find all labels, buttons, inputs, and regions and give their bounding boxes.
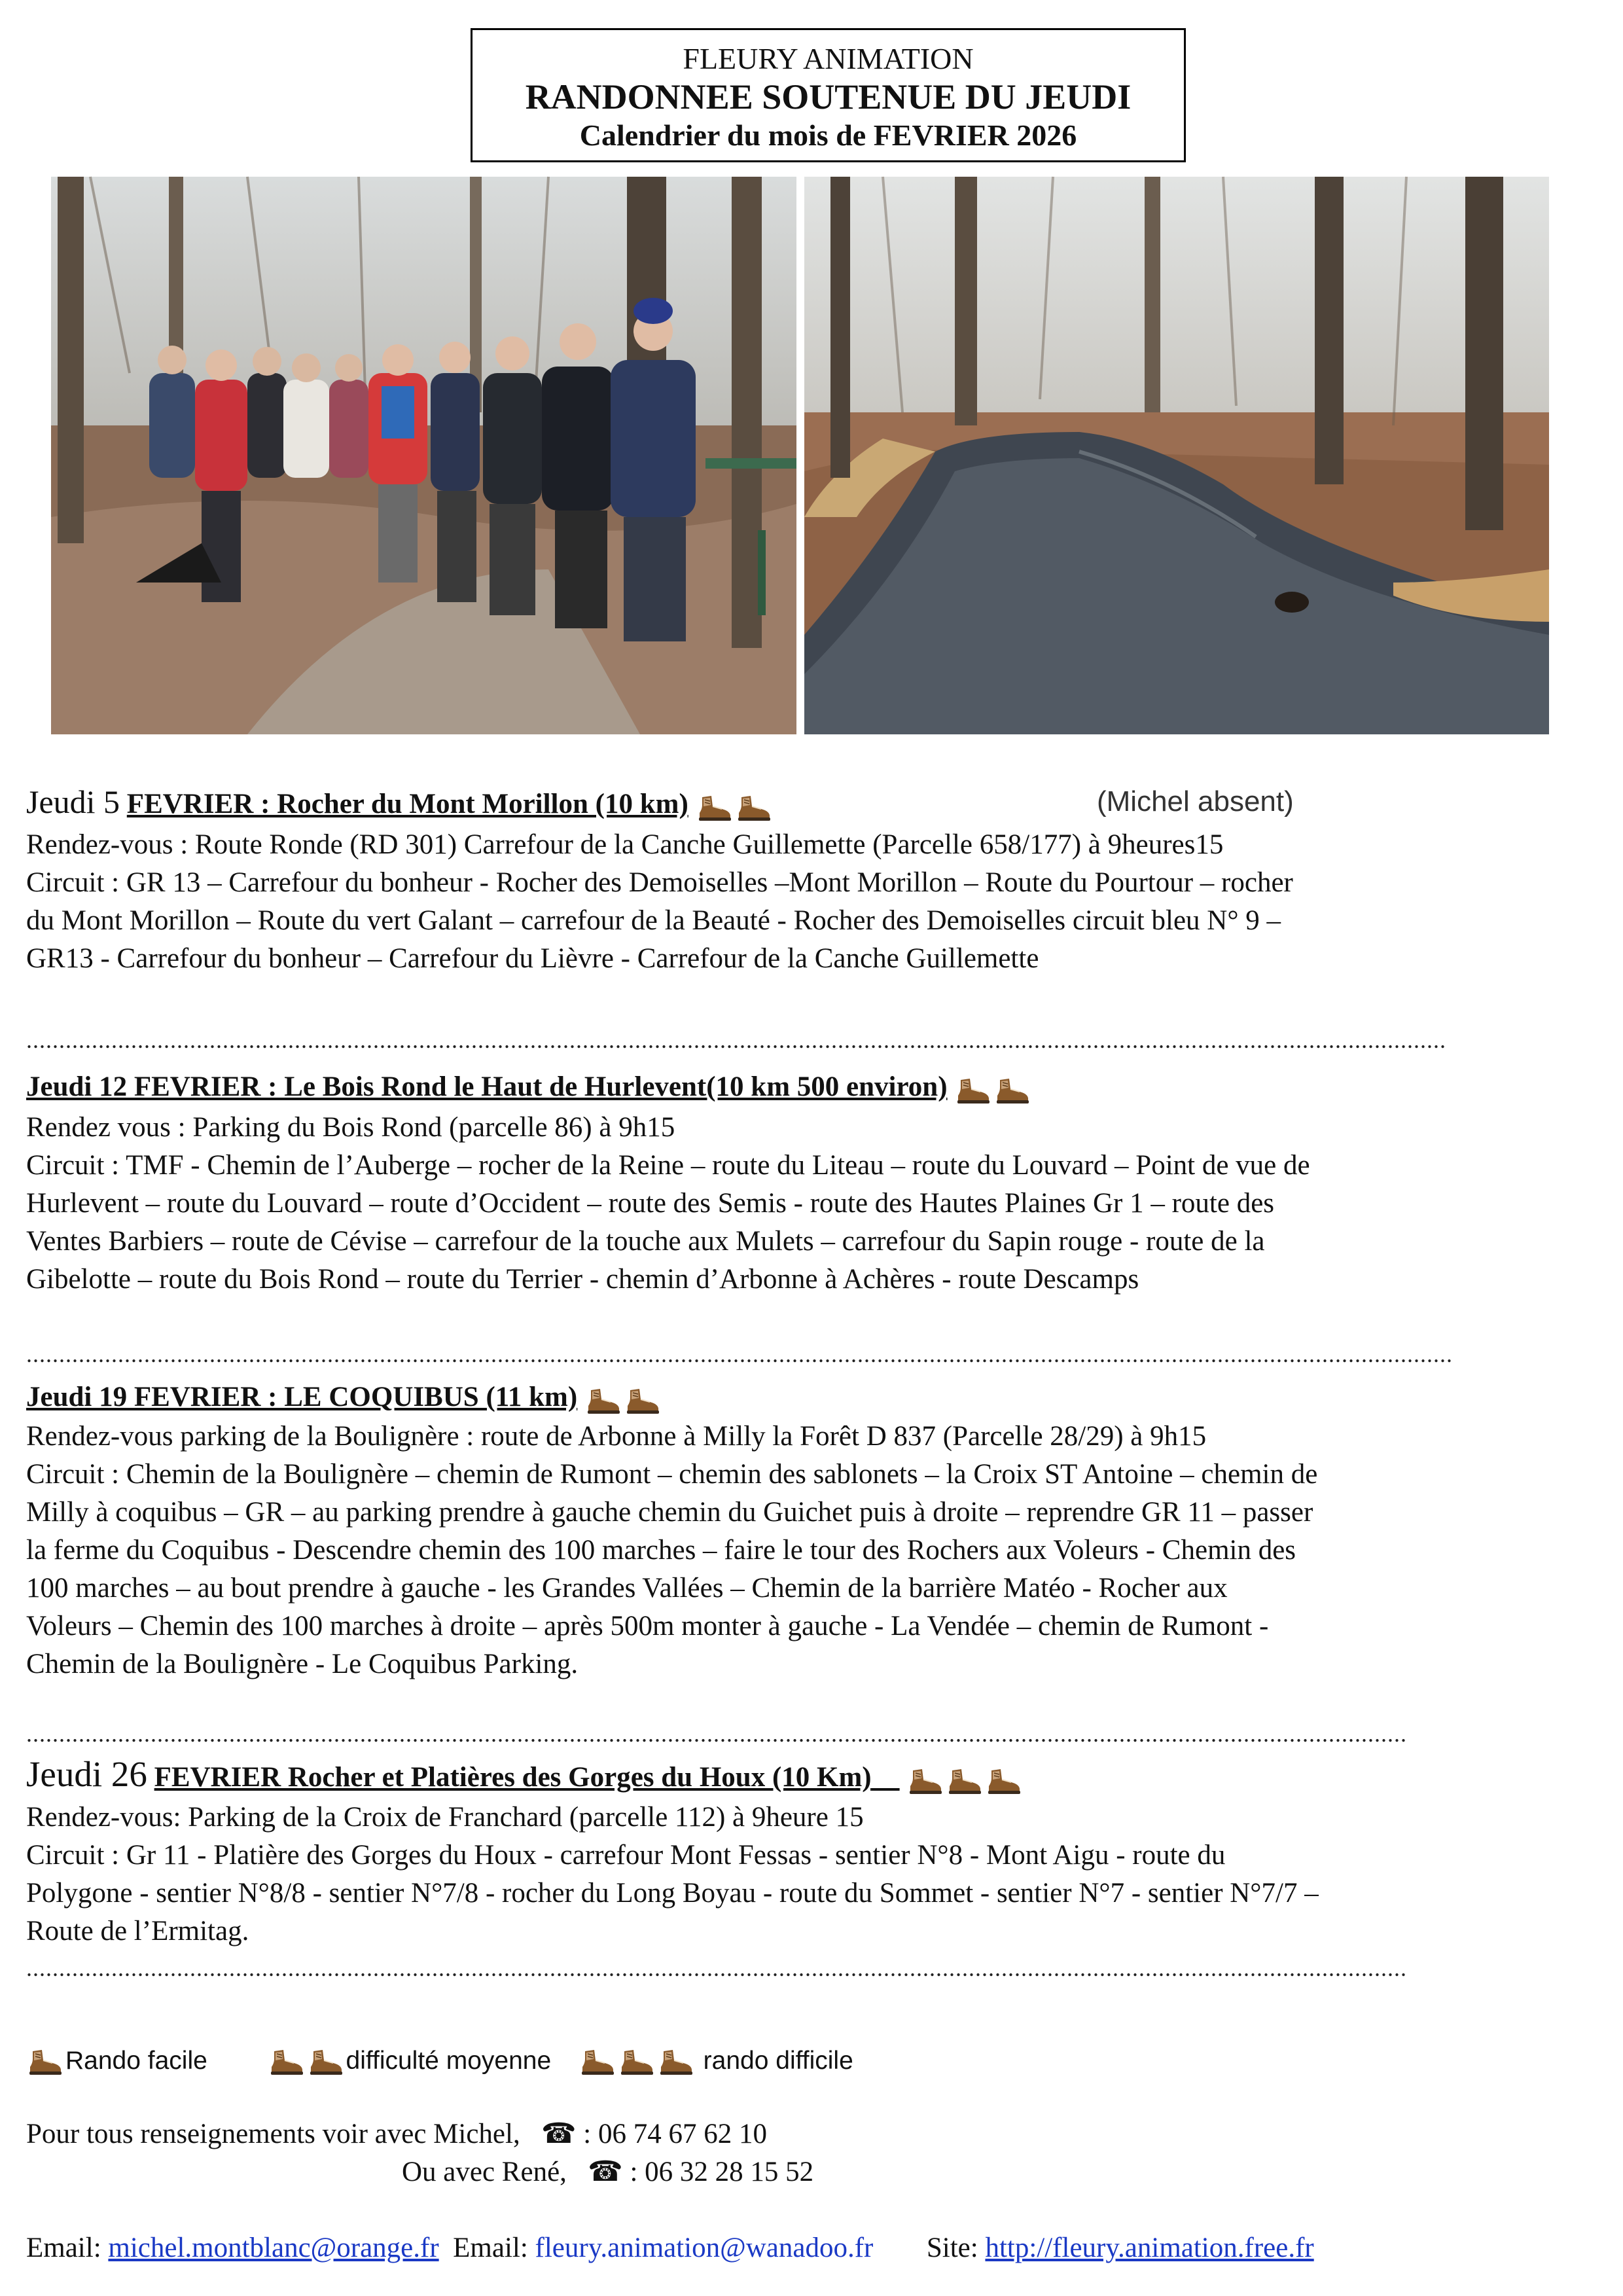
hike-1-circuit-1: Circuit : GR 13 – Carrefour du bonheur - Rocher des Demoiselles –Mont Morillon – Route du Pourtour – rocher	[26, 867, 1293, 898]
phone-icon: ☎	[588, 2157, 623, 2187]
contact-line-2	[402, 2153, 813, 2191]
hike-2-title-line	[26, 1068, 1033, 1108]
boot-icon	[579, 2047, 615, 2077]
hike-3-circuit-4: 100 marches – au bout prendre à gauche - les Grandes Vallées – Chemin de la barrière Matéo - Rocher aux	[26, 1573, 1228, 1604]
hike-3-title: Jeudi 19 FEVRIER : LE COQUIBUS (11 km)	[26, 1382, 578, 1412]
hike-4-title: FEVRIER Rocher et Platières des Gorges du Houx (10 Km)	[154, 1762, 872, 1793]
contact-rene-label: Ou avec René,	[402, 2157, 567, 2187]
hike-2-circuit-2: Hurlevent – route du Louvard – route d’Occident – route des Semis - route des Hautes Plaines Gr 1 – route des	[26, 1188, 1275, 1219]
phone-icon: ☎	[541, 2119, 577, 2149]
hike-2-circuit-4: Gibelotte – route du Bois Rond – route du Terrier - chemin d’Arbonne à Achères - route Descamps	[26, 1264, 1139, 1295]
hike-1-rdv: Rendez-vous : Route Ronde (RD 301) Carrefour de la Canche Guillemette (Parcelle 658/177) à 9heures15	[26, 829, 1224, 860]
page-title: RANDONNEE SOUTENUE DU JEUDI	[525, 77, 1132, 117]
hike-2-difficulty	[954, 1070, 1033, 1108]
hike-3-title-line	[26, 1378, 663, 1418]
site-label: Site:	[926, 2233, 978, 2263]
boot-icon	[696, 793, 732, 823]
boot-icon	[618, 2047, 654, 2077]
hike-1-title-line	[26, 783, 774, 825]
hike-3-circuit-2: Milly à coquibus – GR – au parking prendre à gauche chemin du Guichet puis à droite – reprendre GR 11 – passer	[26, 1497, 1313, 1528]
email-label-2: Email:	[453, 2233, 528, 2263]
hike-4-circuit-3: Route de l’Ermitag.	[26, 1916, 249, 1946]
hike-1-note: (Michel absent)	[1097, 785, 1294, 817]
boot-icon	[954, 1076, 991, 1106]
contact-michel-label: Pour tous renseignements voir avec Michel,	[26, 2119, 520, 2149]
hike-4-rdv: Rendez-vous: Parking de la Croix de Franchard (parcelle 112) à 9heure 15	[26, 1802, 864, 1833]
hike-4-circuit-2: Polygone - sentier N°8/8 - sentier N°7/8 - rocher du Long Boyau - route du Sommet - sentier N°7 - sentier N°7/7 –	[26, 1878, 1319, 1909]
site-link[interactable]: http://fleury.animation.free.fr	[985, 2233, 1314, 2263]
hike-4-title-line	[26, 1755, 1024, 1799]
boot-icon	[268, 2047, 304, 2077]
boot-icon	[906, 1767, 943, 1797]
hike-2-title: Jeudi 12 FEVRIER : Le Bois Rond le Haut de Hurlevent(10 km 500 environ)	[26, 1071, 948, 1102]
header-box	[471, 28, 1186, 162]
hike-3-circuit-1: Circuit : Chemin de la Boulignère – chemin de Rumont – chemin des sablonets – la Croix ST Antoine – chemin de	[26, 1459, 1318, 1490]
hike-3-circuit-3: la ferme du Coquibus - Descendre chemin des 100 marches – faire le tour des Rochers aux Voleurs - Chemin des	[26, 1535, 1296, 1566]
separator-dots: ...................................................................................................................................................................................................................	[26, 1721, 1407, 1747]
hike-2-circuit-1: Circuit : TMF - Chemin de l’Auberge – rocher de la Reine – route du Liteau – route du Louvard – Point de vue de	[26, 1150, 1310, 1181]
boot-icon	[985, 1767, 1022, 1797]
email-link-michel[interactable]: michel.montblanc@orange.fr	[108, 2233, 439, 2263]
page-subtitle: Calendrier du mois de FEVRIER 2026	[579, 118, 1077, 152]
boot-icon	[26, 2047, 63, 2077]
hike-1-day: Jeudi 5	[26, 783, 120, 820]
legend-easy: Rando facile	[65, 2047, 207, 2075]
boot-icon	[735, 793, 772, 823]
contact-rene-phone: : 06 32 28 15 52	[630, 2157, 814, 2187]
boot-icon	[657, 2047, 694, 2077]
organization-name: FLEURY ANIMATION	[683, 42, 974, 75]
legend-hard: rando difficile	[703, 2047, 853, 2075]
email-link-fleury[interactable]: fleury.animation@wanadoo.fr	[535, 2233, 874, 2263]
hike-4-difficulty	[906, 1761, 1024, 1799]
hike-3-circuit-5: Voleurs – Chemin des 100 marches à droite – après 500m monter à gauche - La Vendée – chemin de Rumont -	[26, 1611, 1269, 1641]
hike-1-title: FEVRIER : Rocher du Mont Morillon (10 km)	[126, 789, 688, 819]
hike-2-rdv: Rendez vous : Parking du Bois Rond (parcelle 86) à 9h15	[26, 1112, 675, 1143]
hike-3-rdv: Rendez-vous parking de la Boulignère : route de Arbonne à Milly la Forêt D 837 (Parcelle 28/29) à 9h15	[26, 1421, 1207, 1452]
hike-4-circuit-1: Circuit : Gr 11 - Platière des Gorges du Houx - carrefour Mont Fessas - sentier N°8 - Mont Aigu - route du	[26, 1840, 1226, 1871]
boot-icon	[946, 1767, 982, 1797]
forest-stream-photo	[804, 177, 1549, 734]
footer	[26, 2229, 1314, 2267]
hike-2-circuit-3: Ventes Barbiers – route de Cévise – carrefour de la touche aux Mulets – carrefour du Sapin rouge - route de la	[26, 1226, 1265, 1257]
hike-4-day: Jeudi 26	[26, 1754, 147, 1794]
hike-3-difficulty	[584, 1380, 663, 1418]
hike-3-circuit-6: Chemin de la Boulignère - Le Coquibus Parking.	[26, 1649, 579, 1679]
email-label-1: Email:	[26, 2233, 101, 2263]
boot-icon	[584, 1386, 621, 1416]
boot-icon	[307, 2047, 344, 2077]
group-photo	[51, 177, 796, 734]
separator-dots: .........................................................................................................................................................................................................................	[26, 1027, 1446, 1053]
hike-1-difficulty	[696, 787, 774, 825]
difficulty-legend	[26, 2042, 853, 2080]
contact-michel-phone: : 06 74 67 62 10	[583, 2119, 767, 2149]
boot-icon	[624, 1386, 660, 1416]
separator-dots: ...................................................................................................................................................................................................................	[26, 1955, 1407, 1981]
legend-medium: difficulté moyenne	[346, 2047, 552, 2075]
hike-1-circuit-2: du Mont Morillon – Route du vert Galant – carrefour de la Beauté - Rocher des Demoiselles circuit bleu N° 9 –	[26, 905, 1281, 936]
contact-line-1	[26, 2115, 767, 2153]
separator-dots: ..........................................................................................................................................................................................................................	[26, 1341, 1453, 1367]
boot-icon	[993, 1076, 1030, 1106]
hike-1-circuit-3: GR13 - Carrefour du bonheur – Carrefour du Lièvre - Carrefour de la Canche Guillemette	[26, 943, 1039, 974]
